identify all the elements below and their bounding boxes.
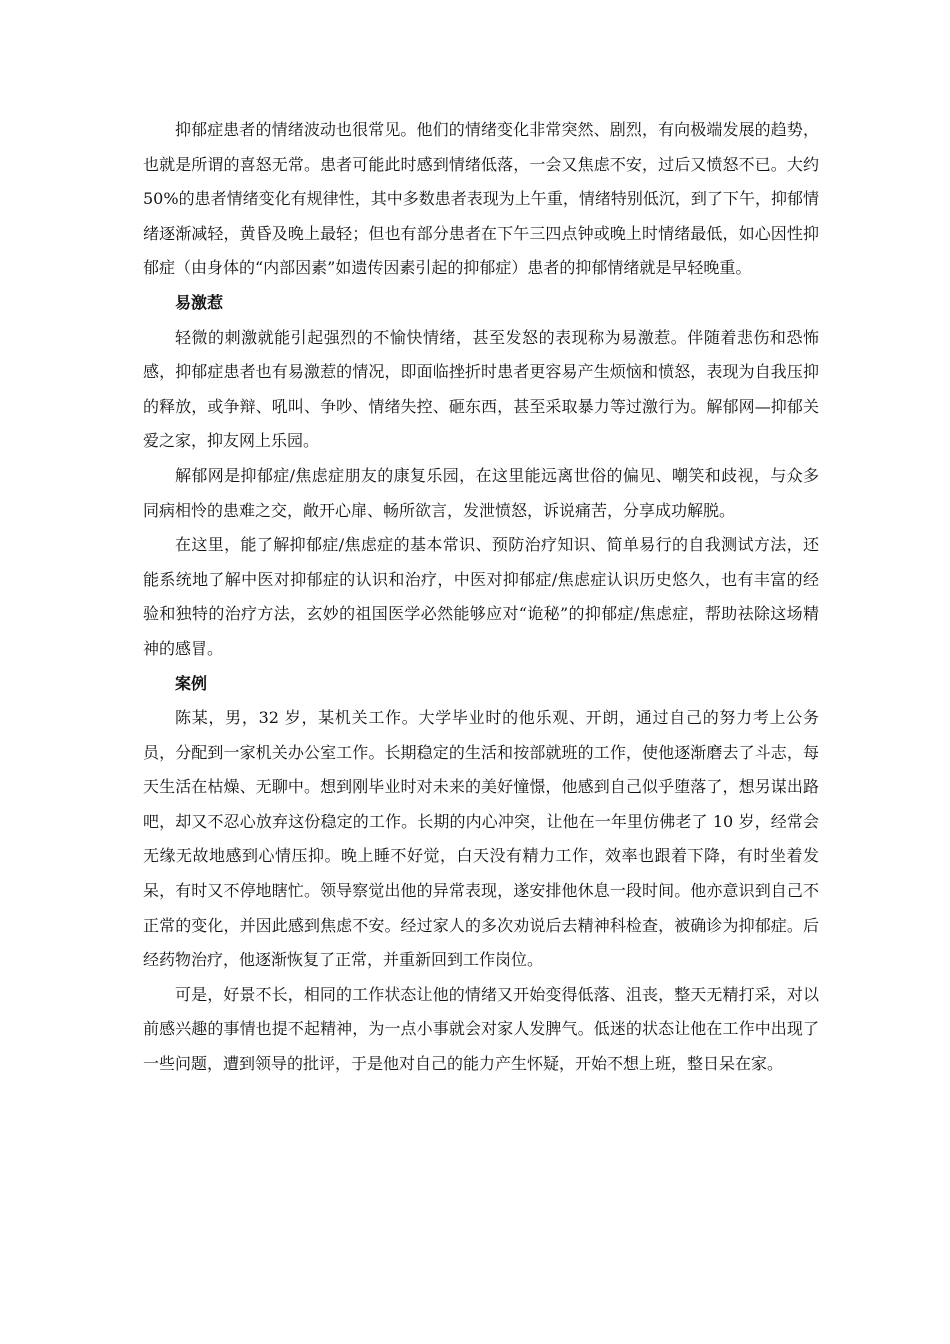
heading-case: 案例 [175, 673, 208, 693]
heading-irritability: 易激惹 [175, 292, 224, 312]
paragraph-irritability-definition: 轻微的刺激就能引起强烈的不愉快情绪，甚至发怒的表现称为易激惹。伴随着悲伤和恐怖感，抑郁症患者也有易激惹的情况，即面临挫折时患者更容易产生烦恼和愤怒，表现为自我压抑的释放，或争辩、吼叫、争吵、情绪失控、砸东西，甚至采取暴力等过激行为。解郁网—抑郁关爱之家，抑友网上乐园。 [143, 327, 819, 451]
paragraph-mood-swings: 抑郁症患者的情绪波动也很常见。他们的情绪变化非常突然、剧烈，有向极端发展的趋势，也就是所谓的喜怒无常。患者可能此时感到情绪低落，一会又焦虑不安，过后又愤怒不已。大约 50%的患者情绪变化有规律性，其中多数患者表现为上午重，情绪特别低沉，到了下午，抑郁情绪逐渐减轻，黄昏及晚上最轻；但也有部分患者在下午三四点钟或晚上时情绪最低，如心因性抑郁症（由身体的“内部因素”如遗传因素引起的抑郁症）患者的抑郁情绪就是早轻晚重。 [143, 120, 819, 278]
paragraph-knowledge: 在这里，能了解抑郁症/焦虑症的基本常识、预防治疗知识、简单易行的自我测试方法，还能系统地了解中医对抑郁症的认识和治疗，中医对抑郁症/焦虑症认识历史悠久，也有丰富的经验和独特的治疗方法，玄妙的祖国医学必然能够应对“诡秘”的抑郁症/焦虑症，帮助祛除这场精神的感冒。 [143, 535, 819, 658]
paragraph-case-relapse: 可是，好景不长，相同的工作状态让他的情绪又开始变得低落、沮丧，整天无精打采，对以前感兴趣的事情也提不起精神，为一点小事就会对家人发脾气。低迷的状态让他在工作中出现了一些问题，遭到领导的批评，于是他对自己的能力产生怀疑，开始不想上班，整日呆在家。 [143, 984, 819, 1074]
paragraph-case-story: 陈某，男，32 岁，某机关工作。大学毕业时的他乐观、开朗，通过自己的努力考上公务员，分配到一家机关办公室工作。长期稳定的生活和按部就班的工作，使他逐渐磨去了斗志，每天生活在枯燥、无聊中。想到刚毕业时对未来的美好憧憬，他感到自己似乎堕落了，想另谋出路吧，却又不忍心放弃这份稳定的工作。长期的内心冲突，让他在一年里仿佛老了 10 岁，经常会无缘无故地感到心情压抑。晚上睡不好觉，白天没有精力工作，效率也跟着下降，有时坐着发呆，有时又不停地瞎忙。领导察觉出他的异常表现，遂安排他休息一段时间。他亦意识到自己不正常的变化，并因此感到焦虑不安。经过家人的多次劝说后去精神科检查，被确诊为抑郁症。后经药物治疗，他逐渐恢复了正常，并重新回到工作岗位。 [143, 708, 819, 970]
paragraph-jieyu-website: 解郁网是抑郁症/焦虑症朋友的康复乐园，在这里能远离世俗的偏见、嘲笑和歧视，与众多同病相怜的患难之交，敞开心扉、畅所欲言，发泄愤怒，诉说痛苦，分享成功解脱。 [143, 465, 819, 520]
document-page [143, 113, 819, 1082]
